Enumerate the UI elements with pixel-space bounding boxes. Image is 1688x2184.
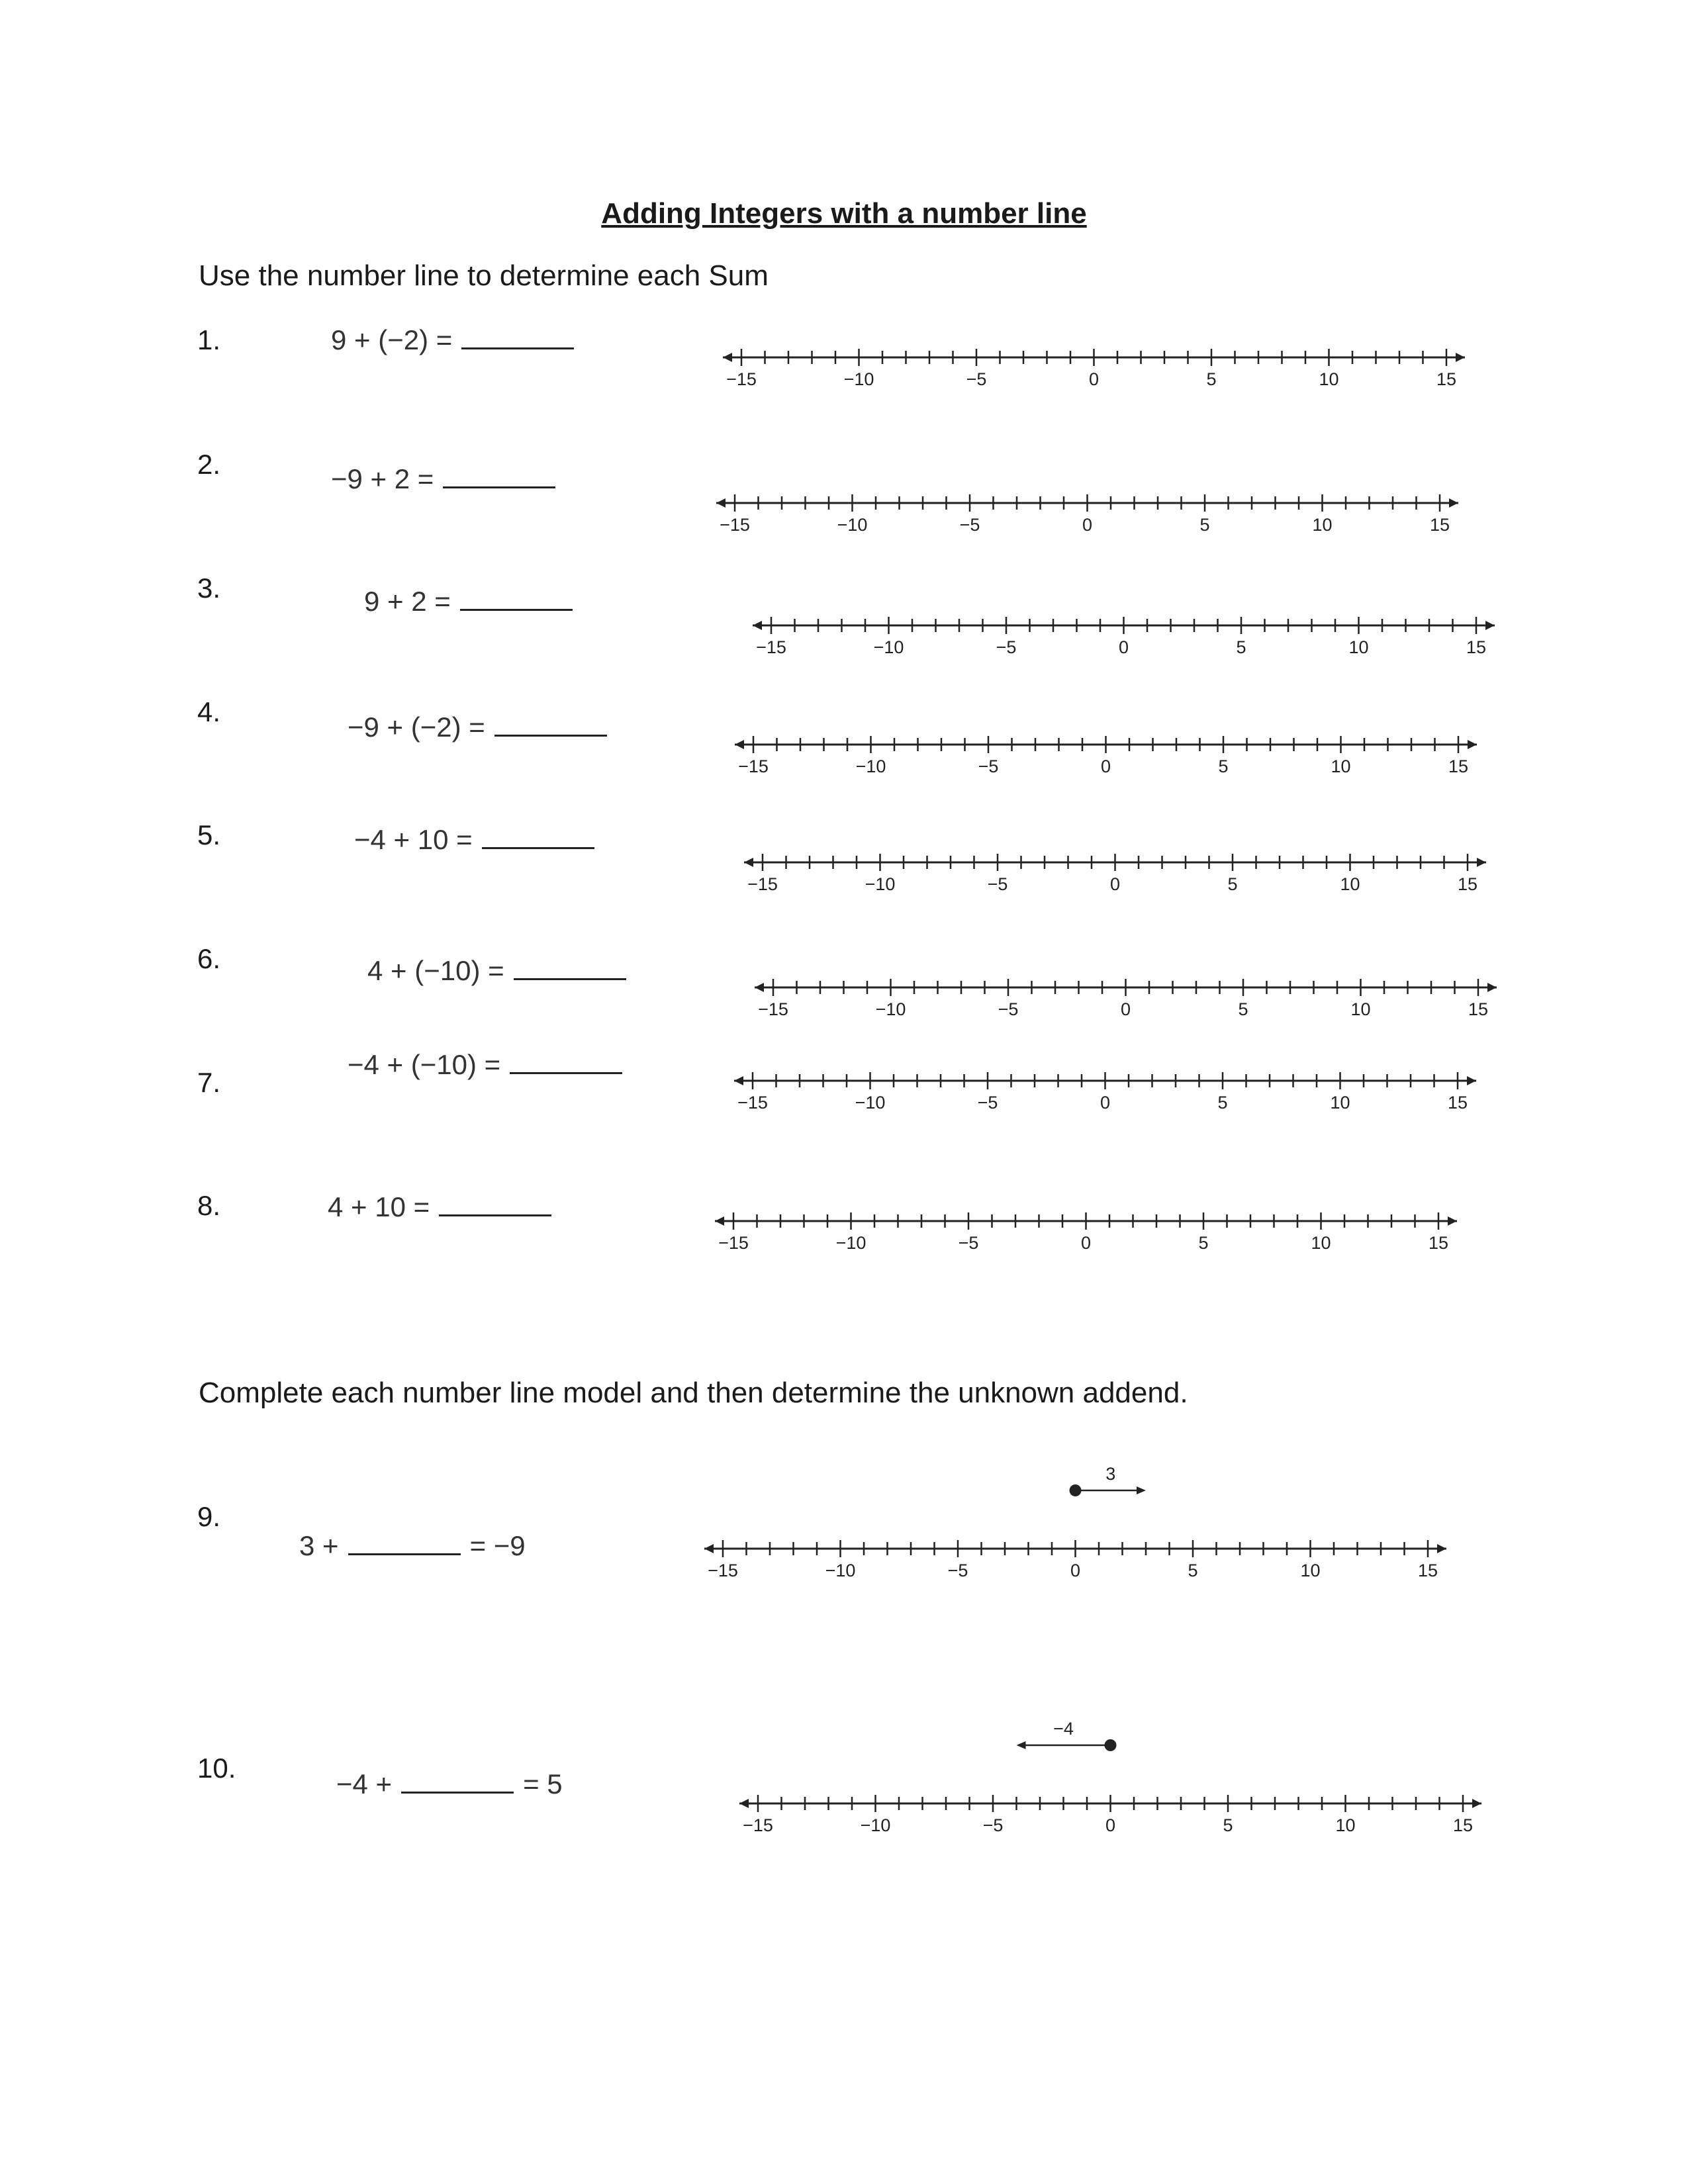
problem-number: 8. [197, 1190, 221, 1221]
answer-blank[interactable] [460, 606, 573, 611]
number-line [745, 612, 1506, 659]
expression-text: 9 + (−2) = [331, 324, 453, 355]
tick-label: 10 [1319, 369, 1339, 389]
tick-label: −10 [825, 1561, 856, 1580]
tick-label: 10 [1300, 1561, 1321, 1580]
tick-label: 5 [1223, 1815, 1233, 1835]
tick-label: −15 [708, 1561, 738, 1580]
tick-label: 0 [1120, 999, 1131, 1019]
tick-label: −15 [738, 756, 769, 776]
answer-blank[interactable] [514, 976, 626, 980]
tick-label: −5 [996, 637, 1017, 657]
problem-number: 2. [197, 449, 221, 480]
problem-expression [367, 955, 626, 987]
tick-label: 0 [1082, 515, 1093, 535]
number-line [696, 1463, 1458, 1580]
tick-label: 5 [1238, 999, 1248, 1019]
tick-label: 15 [1436, 369, 1457, 389]
expression-result: = −9 [469, 1530, 526, 1561]
tick-label: 5 [1206, 369, 1217, 389]
arrow-right-icon [1448, 1216, 1457, 1226]
start-point-dot [1070, 1484, 1082, 1496]
tick-label: 10 [1331, 756, 1351, 776]
number-line [747, 974, 1508, 1021]
tick-label: −10 [865, 874, 896, 894]
answer-blank[interactable] [401, 1789, 514, 1794]
tick-label: 15 [1457, 874, 1478, 894]
problem-number: 3. [197, 572, 221, 604]
expression-text: −4 + (−10) = [348, 1049, 501, 1080]
problem-expression [299, 1530, 526, 1562]
problem-expression [348, 1049, 622, 1081]
expression-text: −4 + [336, 1768, 393, 1799]
arrow-left-icon [739, 1799, 749, 1808]
tick-label: −5 [987, 874, 1008, 894]
tick-label: −15 [743, 1815, 773, 1835]
answer-blank[interactable] [461, 345, 574, 349]
problem-expression [354, 824, 594, 856]
tick-label: 10 [1348, 637, 1369, 657]
number-line [736, 849, 1497, 895]
tick-label: −5 [947, 1561, 968, 1580]
tick-label: −15 [756, 637, 786, 657]
tick-label: 5 [1227, 874, 1238, 894]
tick-label: −15 [718, 1233, 749, 1253]
expression-text: 4 + 10 = [328, 1191, 430, 1222]
number-line [708, 490, 1470, 536]
answer-blank[interactable] [482, 844, 594, 849]
expression-text: −9 + 2 = [331, 463, 434, 494]
tick-label: −10 [843, 369, 874, 389]
arrow-left-icon [755, 983, 764, 992]
answer-blank[interactable] [494, 732, 607, 737]
tick-label: −15 [758, 999, 788, 1019]
problem-expression [348, 711, 607, 743]
tick-label: 5 [1199, 515, 1210, 535]
answer-blank[interactable] [443, 484, 555, 488]
tick-label: 0 [1070, 1561, 1081, 1580]
problem-number: 10. [197, 1752, 236, 1784]
arrow-right-icon [1467, 1076, 1476, 1085]
problem-number: 1. [197, 324, 221, 355]
problem-expression [364, 586, 573, 617]
expression-text: −9 + (−2) = [348, 711, 485, 743]
answer-blank[interactable] [439, 1212, 551, 1216]
arrow-right-icon [1487, 983, 1497, 992]
tick-label: 15 [1468, 999, 1489, 1019]
instruction-sum: Use the number line to determine each Sum [199, 259, 769, 292]
arrow-left-icon [715, 1216, 724, 1226]
tick-label: 0 [1080, 1233, 1092, 1253]
tick-label: 5 [1188, 1561, 1198, 1580]
tick-label: −5 [966, 369, 987, 389]
tick-label: −10 [860, 1815, 891, 1835]
problem-expression [328, 1191, 551, 1223]
tick-label: 0 [1109, 874, 1121, 894]
tick-label: −5 [977, 1093, 998, 1113]
tick-label: 5 [1217, 1093, 1228, 1113]
tick-label: 10 [1312, 515, 1333, 535]
arrowhead-icon [1137, 1486, 1146, 1494]
tick-label: −10 [855, 1093, 886, 1113]
tick-label: 10 [1311, 1233, 1331, 1253]
tick-label: −10 [835, 1233, 867, 1253]
problem-expression [336, 1768, 563, 1800]
tick-label: 0 [1118, 637, 1129, 657]
tick-label: −5 [998, 999, 1019, 1019]
tick-label: 5 [1198, 1233, 1209, 1253]
expression-text: 3 + [299, 1530, 339, 1561]
tick-label: 10 [1335, 1815, 1356, 1835]
tick-label: 5 [1218, 756, 1229, 776]
tick-label: 15 [1448, 756, 1469, 776]
number-line [731, 1717, 1493, 1835]
tick-label: 15 [1417, 1561, 1438, 1580]
problem-number: 7. [197, 1067, 221, 1098]
tick-label: −15 [720, 515, 750, 535]
tick-label: −5 [978, 756, 999, 776]
number-line [707, 1208, 1468, 1254]
start-point-dot [1105, 1739, 1117, 1751]
tick-label: −10 [873, 637, 904, 657]
tick-label: 0 [1100, 756, 1111, 776]
tick-label: 0 [1100, 1093, 1111, 1113]
tick-label: −10 [855, 756, 886, 776]
arrow-left-icon [723, 353, 732, 362]
instruction-addend: Complete each number line model and then determine the unknown addend. [199, 1377, 1188, 1409]
arrow-left-icon [734, 1076, 743, 1085]
tick-label: 15 [1428, 1233, 1449, 1253]
tick-label: 5 [1236, 637, 1246, 657]
problem-number: 9. [197, 1501, 221, 1532]
tick-label: 15 [1429, 515, 1450, 535]
arrow-left-icon [704, 1544, 714, 1553]
arrow-right-icon [1449, 498, 1458, 508]
arrow-right-icon [1472, 1799, 1481, 1808]
tick-label: 15 [1452, 1815, 1474, 1835]
problem-expression [331, 324, 574, 356]
number-line [727, 731, 1488, 778]
answer-blank[interactable] [348, 1551, 461, 1555]
tick-label: 10 [1340, 874, 1360, 894]
tick-label: −15 [726, 369, 757, 389]
problem-number: 6. [197, 943, 221, 974]
arrow-left-icon [716, 498, 726, 508]
arrow-right-icon [1437, 1544, 1446, 1553]
problem-expression [331, 463, 555, 495]
arrow-left-icon [753, 621, 762, 630]
expression-result: = 5 [523, 1768, 563, 1799]
tick-label: 0 [1105, 1815, 1116, 1835]
tick-label: 15 [1466, 637, 1487, 657]
tick-label: −5 [959, 515, 980, 535]
expression-text: 9 + 2 = [364, 586, 451, 617]
model-label: −4 [1053, 1719, 1074, 1739]
tick-label: −5 [958, 1233, 979, 1253]
tick-label: −15 [737, 1093, 768, 1113]
page-title: Adding Integers with a number line [601, 197, 1087, 230]
arrowhead-icon [1017, 1741, 1026, 1749]
number-line [715, 344, 1476, 390]
problem-number: 4. [197, 696, 221, 727]
arrow-left-icon [735, 740, 744, 749]
expression-text: 4 + (−10) = [367, 955, 504, 986]
expression-text: −4 + 10 = [354, 824, 473, 855]
tick-label: 10 [1330, 1093, 1350, 1113]
tick-label: 10 [1350, 999, 1371, 1019]
arrow-right-icon [1468, 740, 1477, 749]
tick-label: −10 [875, 999, 906, 1019]
tick-label: 0 [1088, 369, 1100, 389]
answer-blank[interactable] [510, 1069, 622, 1074]
arrow-left-icon [744, 858, 753, 867]
arrow-right-icon [1485, 621, 1495, 630]
tick-label: −10 [837, 515, 868, 535]
arrow-right-icon [1456, 353, 1465, 362]
tick-label: 15 [1447, 1093, 1468, 1113]
model-label: 3 [1105, 1464, 1116, 1484]
tick-label: −5 [982, 1815, 1004, 1835]
problem-number: 5. [197, 819, 221, 850]
arrow-right-icon [1477, 858, 1486, 867]
tick-label: −15 [747, 874, 778, 894]
number-line [726, 1068, 1487, 1114]
